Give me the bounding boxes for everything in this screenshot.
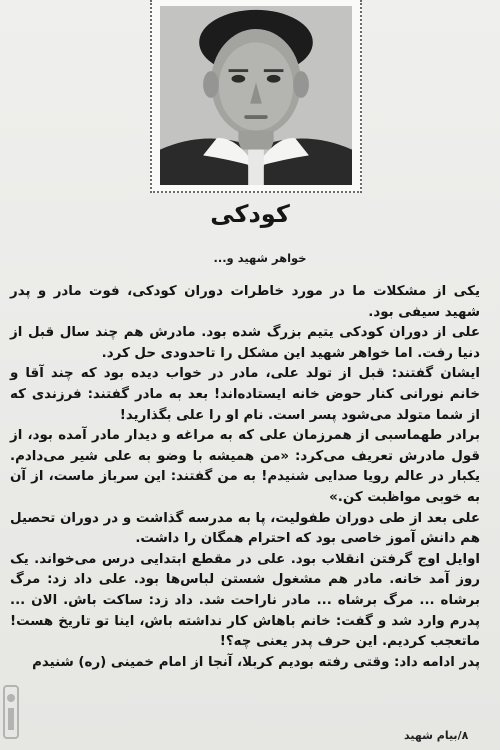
paragraph: ایشان گفتند: قبل از تولد علی، مادر در خواب دیده بود که چند آقا و خانم نورانی کنار حوض خانه ایستاده‌اند! بعد به مادر گفتند: فرزندی که از شما متولد می‌شود پسر است. نام او را علی بگذارید! — [10, 366, 480, 423]
watermark-logo-icon — [0, 682, 22, 742]
photo-frame — [150, 0, 362, 193]
section-heading: کودکی — [210, 200, 290, 228]
paragraph: علی از دوران کودکی یتیم بزرگ شده بود. مادرش هم چند سال قبل از دنیا رفت. اما خواهر شهید این مشکل را تاحدودی حل کرد. — [10, 325, 480, 361]
paragraph: یکی از مشکلات ما در مورد خاطرات دوران کودکی، فوت مادر و پدر شهید سیفی بود. — [10, 284, 480, 320]
page-footer: ۸/بیام شهید — [404, 729, 469, 742]
paragraph: علی بعد از طی دوران طفولیت، پا به مدرسه گذاشت و در دوران تحصیل هم دانش آموز خاصی بود که احترام همگان را داشت. — [10, 510, 480, 547]
article-body — [10, 282, 480, 673]
portrait-photo — [160, 6, 352, 185]
paragraph: پدر ادامه داد: وقتی رفته بودیم کربلا، آنجا از امام خمینی (ره) شنیدم — [32, 654, 480, 670]
author-line: خواهر شهید و... — [213, 251, 307, 265]
paragraph: اوایل اوج گرفتن انقلاب بود. علی در مقطع ابتدایی درس می‌خواند. یک روز آمد خانه. مادر هم مشغول شستن لباس‌ها بود. علی داد زد: مرگ برشاه ... مرگ برشاه ... مادر ناراحت شد. داد زد: ساکت باش. الان ... پدرم وارد شد و گفت: خانم باهاش کار نداشته باش، اینا تو تاریخ هست! ماتعجب کردیم. این حرف پدر یعنی چه؟! — [10, 551, 480, 650]
portrait-photo-icon — [160, 6, 352, 185]
paragraph: برادر طهماسبی از همرزمان علی که به مراغه و دیدار مادر آمده بود، از قول مادرش تعریف می‌کرد: «من همیشه با وضو به علی شیر می‌دادم. یکبار در عالم رویا صدایی شنیدم! به من گفتند: این سرباز ماست، از آن به خوبی مواظبت کن.» — [10, 428, 480, 505]
